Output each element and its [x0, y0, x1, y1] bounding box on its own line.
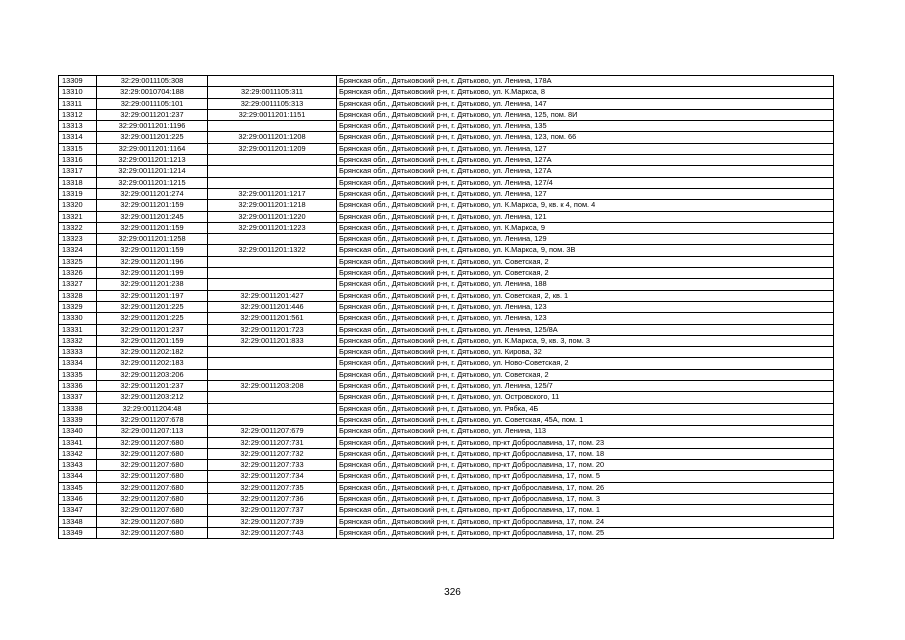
- row-number-cell: 13320: [59, 200, 97, 211]
- address-cell: Брянская обл., Дятьковский р-н, г. Дятьково, ул. К.Маркса, 9, кв. к 4, пом. 4: [337, 200, 834, 211]
- table-row: [59, 324, 834, 335]
- address-cell: Брянская обл., Дятьковский р-н, г. Дятьково, ул. Ленина, 113: [337, 426, 834, 437]
- cadastral-number-cell: 32:29:0011203:206: [97, 369, 208, 380]
- row-number-cell: 13337: [59, 392, 97, 403]
- sub-cadastral-number-cell: 32:29:0011201:1208: [208, 132, 337, 143]
- table-row: [59, 505, 834, 516]
- row-number-cell: 13349: [59, 527, 97, 538]
- registry-table: [58, 75, 834, 539]
- address-cell: Брянская обл., Дятьковский р-н, г. Дятьково, ул. Островского, 11: [337, 392, 834, 403]
- row-number-cell: 13327: [59, 279, 97, 290]
- address-cell: Брянская обл., Дятьковский р-н, г. Дятьково, ул. Ленина, 127/4: [337, 177, 834, 188]
- table-row: [59, 121, 834, 132]
- address-cell: Брянская обл., Дятьковский р-н, г. Дятьково, ул. Ново-Советская, 2: [337, 358, 834, 369]
- cadastral-number-cell: 32:29:0011207:680: [97, 493, 208, 504]
- cadastral-number-cell: 32:29:0011201:1196: [97, 121, 208, 132]
- address-cell: Брянская обл., Дятьковский р-н, г. Дятьково, ул. К.Маркса, 9, кв. 3, пом. 3: [337, 335, 834, 346]
- row-number-cell: 13314: [59, 132, 97, 143]
- cadastral-number-cell: 32:29:0011201:199: [97, 268, 208, 279]
- sub-cadastral-number-cell: [208, 76, 337, 87]
- sub-cadastral-number-cell: 32:29:0011203:208: [208, 381, 337, 392]
- sub-cadastral-number-cell: [208, 369, 337, 380]
- sub-cadastral-number-cell: [208, 414, 337, 425]
- sub-cadastral-number-cell: 32:29:0011207:731: [208, 437, 337, 448]
- sub-cadastral-number-cell: [208, 268, 337, 279]
- row-number-cell: 13343: [59, 460, 97, 471]
- cadastral-number-cell: 32:29:0011207:678: [97, 414, 208, 425]
- row-number-cell: 13330: [59, 313, 97, 324]
- address-cell: Брянская обл., Дятьковский р-н, г. Дятьково, ул. Ленина, 129: [337, 234, 834, 245]
- row-number-cell: 13312: [59, 109, 97, 120]
- row-number-cell: 13325: [59, 256, 97, 267]
- table-row: [59, 437, 834, 448]
- cadastral-number-cell: 32:29:0011207:113: [97, 426, 208, 437]
- cadastral-number-cell: 32:29:0011201:245: [97, 211, 208, 222]
- table-row: [59, 143, 834, 154]
- table-row: [59, 87, 834, 98]
- cadastral-number-cell: 32:29:0011201:197: [97, 290, 208, 301]
- sub-cadastral-number-cell: 32:29:0011105:311: [208, 87, 337, 98]
- table-row: [59, 301, 834, 312]
- cadastral-number-cell: 32:29:0011203:212: [97, 392, 208, 403]
- table-row: [59, 347, 834, 358]
- row-number-cell: 13344: [59, 471, 97, 482]
- cadastral-number-cell: 32:29:0011201:159: [97, 245, 208, 256]
- row-number-cell: 13338: [59, 403, 97, 414]
- sub-cadastral-number-cell: 32:29:0011207:743: [208, 527, 337, 538]
- row-number-cell: 13329: [59, 301, 97, 312]
- table-row: [59, 279, 834, 290]
- cadastral-number-cell: 32:29:0011207:680: [97, 516, 208, 527]
- table-row: [59, 493, 834, 504]
- sub-cadastral-number-cell: [208, 155, 337, 166]
- cadastral-number-cell: 32:29:0011207:680: [97, 448, 208, 459]
- address-cell: Брянская обл., Дятьковский р-н, г. Дятьково, ул. Ленина, 135: [337, 121, 834, 132]
- sub-cadastral-number-cell: 32:29:0011207:737: [208, 505, 337, 516]
- address-cell: Брянская обл., Дятьковский р-н, г. Дятьково, пр-кт Доброславина, 17, пом. 24: [337, 516, 834, 527]
- row-number-cell: 13321: [59, 211, 97, 222]
- sub-cadastral-number-cell: [208, 166, 337, 177]
- table-row: [59, 245, 834, 256]
- row-number-cell: 13345: [59, 482, 97, 493]
- sub-cadastral-number-cell: 32:29:0011201:1151: [208, 109, 337, 120]
- sub-cadastral-number-cell: 32:29:0011207:732: [208, 448, 337, 459]
- row-number-cell: 13340: [59, 426, 97, 437]
- row-number-cell: 13319: [59, 188, 97, 199]
- address-cell: Брянская обл., Дятьковский р-н, г. Дятьково, ул. Ленина, 178А: [337, 76, 834, 87]
- cadastral-number-cell: 32:29:0011207:680: [97, 460, 208, 471]
- row-number-cell: 13309: [59, 76, 97, 87]
- row-number-cell: 13348: [59, 516, 97, 527]
- row-number-cell: 13311: [59, 98, 97, 109]
- table-row: [59, 200, 834, 211]
- cadastral-number-cell: 32:29:0011207:680: [97, 471, 208, 482]
- cadastral-number-cell: 32:29:0011207:680: [97, 437, 208, 448]
- row-number-cell: 13342: [59, 448, 97, 459]
- address-cell: Брянская обл., Дятьковский р-н, г. Дятьково, ул. Кирова, 32: [337, 347, 834, 358]
- row-number-cell: 13318: [59, 177, 97, 188]
- sub-cadastral-number-cell: 32:29:0011201:1218: [208, 200, 337, 211]
- table-row: [59, 527, 834, 538]
- address-cell: Брянская обл., Дятьковский р-н, г. Дятьково, ул. Ленина, 121: [337, 211, 834, 222]
- sub-cadastral-number-cell: [208, 234, 337, 245]
- table-row: [59, 155, 834, 166]
- address-cell: Брянская обл., Дятьковский р-н, г. Дятьково, ул. Ленина, 125/7: [337, 381, 834, 392]
- cadastral-number-cell: 32:29:0011201:274: [97, 188, 208, 199]
- address-cell: Брянская обл., Дятьковский р-н, г. Дятьково, ул. К.Маркса, 8: [337, 87, 834, 98]
- table-row: [59, 403, 834, 414]
- sub-cadastral-number-cell: 32:29:0011201:833: [208, 335, 337, 346]
- address-cell: Брянская обл., Дятьковский р-н, г. Дятьково, ул. К.Маркса, 9, пом. 3В: [337, 245, 834, 256]
- sub-cadastral-number-cell: 32:29:0011207:733: [208, 460, 337, 471]
- address-cell: Брянская обл., Дятьковский р-н, г. Дятьково, пр-кт Доброславина, 17, пом. 5: [337, 471, 834, 482]
- table-row: [59, 392, 834, 403]
- table-row: [59, 256, 834, 267]
- sub-cadastral-number-cell: [208, 358, 337, 369]
- row-number-cell: 13323: [59, 234, 97, 245]
- registry-table-body: [59, 76, 834, 539]
- address-cell: Брянская обл., Дятьковский р-н, г. Дятьково, пр-кт Доброславина, 17, пом. 23: [337, 437, 834, 448]
- page-number: 326: [444, 587, 461, 598]
- row-number-cell: 13326: [59, 268, 97, 279]
- sub-cadastral-number-cell: 32:29:0011207:734: [208, 471, 337, 482]
- sub-cadastral-number-cell: [208, 256, 337, 267]
- sub-cadastral-number-cell: [208, 177, 337, 188]
- row-number-cell: 13316: [59, 155, 97, 166]
- cadastral-number-cell: 32:29:0011201:1215: [97, 177, 208, 188]
- sub-cadastral-number-cell: 32:29:0011201:1223: [208, 222, 337, 233]
- address-cell: Брянская обл., Дятьковский р-н, г. Дятьково, ул. Советская, 2: [337, 369, 834, 380]
- address-cell: Брянская обл., Дятьковский р-н, г. Дятьково, ул. Ленина, 125, пом. 8И: [337, 109, 834, 120]
- sub-cadastral-number-cell: [208, 121, 337, 132]
- address-cell: Брянская обл., Дятьковский р-н, г. Дятьково, ул. Советская, 2: [337, 268, 834, 279]
- sub-cadastral-number-cell: [208, 403, 337, 414]
- table-row: [59, 188, 834, 199]
- row-number-cell: 13317: [59, 166, 97, 177]
- address-cell: Брянская обл., Дятьковский р-н, г. Дятьково, ул. Ленина, 147: [337, 98, 834, 109]
- table-row: [59, 369, 834, 380]
- sub-cadastral-number-cell: 32:29:0011201:561: [208, 313, 337, 324]
- table-row: [59, 482, 834, 493]
- cadastral-number-cell: 32:29:0011202:183: [97, 358, 208, 369]
- cadastral-number-cell: 32:29:0011201:1164: [97, 143, 208, 154]
- row-number-cell: 13332: [59, 335, 97, 346]
- table-row: [59, 471, 834, 482]
- address-cell: Брянская обл., Дятьковский р-н, г. Дятьково, ул. Советская, 2: [337, 256, 834, 267]
- row-number-cell: 13336: [59, 381, 97, 392]
- cadastral-number-cell: 32:29:0011201:237: [97, 381, 208, 392]
- sub-cadastral-number-cell: 32:29:0011201:1217: [208, 188, 337, 199]
- sub-cadastral-number-cell: 32:29:0011201:427: [208, 290, 337, 301]
- table-row: [59, 358, 834, 369]
- cadastral-number-cell: 32:29:0011201:237: [97, 109, 208, 120]
- address-cell: Брянская обл., Дятьковский р-н, г. Дятьково, пр-кт Доброславина, 17, пом. 20: [337, 460, 834, 471]
- table-row: [59, 426, 834, 437]
- address-cell: Брянская обл., Дятьковский р-н, г. Дятьково, пр-кт Доброславина, 17, пом. 26: [337, 482, 834, 493]
- table-row: [59, 335, 834, 346]
- address-cell: Брянская обл., Дятьковский р-н, г. Дятьково, ул. Ленина, 123, пом. 66: [337, 132, 834, 143]
- row-number-cell: 13324: [59, 245, 97, 256]
- cadastral-number-cell: 32:29:0011207:680: [97, 482, 208, 493]
- cadastral-number-cell: 32:29:0011201:237: [97, 324, 208, 335]
- row-number-cell: 13335: [59, 369, 97, 380]
- table-row: [59, 76, 834, 87]
- table-row: [59, 211, 834, 222]
- cadastral-number-cell: 32:29:0011204:48: [97, 403, 208, 414]
- cadastral-number-cell: 32:29:0011201:1258: [97, 234, 208, 245]
- table-row: [59, 98, 834, 109]
- cadastral-number-cell: 32:29:0011201:1213: [97, 155, 208, 166]
- cadastral-number-cell: 32:29:0011207:680: [97, 505, 208, 516]
- cadastral-number-cell: 32:29:0011201:159: [97, 335, 208, 346]
- row-number-cell: 13333: [59, 347, 97, 358]
- cadastral-number-cell: 32:29:0011202:182: [97, 347, 208, 358]
- sub-cadastral-number-cell: 32:29:0011201:446: [208, 301, 337, 312]
- cadastral-number-cell: 32:29:0011201:238: [97, 279, 208, 290]
- row-number-cell: 13334: [59, 358, 97, 369]
- row-number-cell: 13310: [59, 87, 97, 98]
- table-row: [59, 290, 834, 301]
- sub-cadastral-number-cell: 32:29:0011201:1209: [208, 143, 337, 154]
- row-number-cell: 13331: [59, 324, 97, 335]
- row-number-cell: 13339: [59, 414, 97, 425]
- cadastral-number-cell: 32:29:0010704:188: [97, 87, 208, 98]
- table-row: [59, 516, 834, 527]
- address-cell: Брянская обл., Дятьковский р-н, г. Дятьково, ул. Советская, 45А, пом. 1: [337, 414, 834, 425]
- table-row: [59, 414, 834, 425]
- cadastral-number-cell: 32:29:0011201:159: [97, 222, 208, 233]
- table-row: [59, 381, 834, 392]
- cadastral-number-cell: 32:29:0011105:308: [97, 76, 208, 87]
- row-number-cell: 13346: [59, 493, 97, 504]
- cadastral-number-cell: 32:29:0011201:225: [97, 313, 208, 324]
- row-number-cell: 13347: [59, 505, 97, 516]
- address-cell: Брянская обл., Дятьковский р-н, г. Дятьково, ул. Советская, 2, кв. 1: [337, 290, 834, 301]
- sub-cadastral-number-cell: 32:29:0011105:313: [208, 98, 337, 109]
- table-row: [59, 234, 834, 245]
- table-row: [59, 460, 834, 471]
- cadastral-number-cell: 32:29:0011105:101: [97, 98, 208, 109]
- cadastral-number-cell: 32:29:0011201:196: [97, 256, 208, 267]
- address-cell: Брянская обл., Дятьковский р-н, г. Дятьково, пр-кт Доброславина, 17, пом. 18: [337, 448, 834, 459]
- address-cell: Брянская обл., Дятьковский р-н, г. Дятьково, ул. Ленина, 188: [337, 279, 834, 290]
- table-row: [59, 448, 834, 459]
- sub-cadastral-number-cell: 32:29:0011207:736: [208, 493, 337, 504]
- table-row: [59, 132, 834, 143]
- address-cell: Брянская обл., Дятьковский р-н, г. Дятьково, ул. Ленина, 125/8А: [337, 324, 834, 335]
- address-cell: Брянская обл., Дятьковский р-н, г. Дятьково, ул. Ленина, 123: [337, 301, 834, 312]
- table-row: [59, 177, 834, 188]
- address-cell: Брянская обл., Дятьковский р-н, г. Дятьково, ул. Ленина, 123: [337, 313, 834, 324]
- address-cell: Брянская обл., Дятьковский р-н, г. Дятьково, ул. Ленина, 127А: [337, 166, 834, 177]
- row-number-cell: 13341: [59, 437, 97, 448]
- row-number-cell: 13313: [59, 121, 97, 132]
- cadastral-number-cell: 32:29:0011201:225: [97, 301, 208, 312]
- table-row: [59, 166, 834, 177]
- address-cell: Брянская обл., Дятьковский р-н, г. Дятьково, пр-кт Доброславина, 17, пом. 3: [337, 493, 834, 504]
- address-cell: Брянская обл., Дятьковский р-н, г. Дятьково, ул. Ленина, 127: [337, 188, 834, 199]
- table-row: [59, 109, 834, 120]
- cadastral-number-cell: 32:29:0011201:159: [97, 200, 208, 211]
- sub-cadastral-number-cell: [208, 279, 337, 290]
- cadastral-number-cell: 32:29:0011207:680: [97, 527, 208, 538]
- table-row: [59, 268, 834, 279]
- sub-cadastral-number-cell: 32:29:0011207:679: [208, 426, 337, 437]
- sub-cadastral-number-cell: 32:29:0011201:1220: [208, 211, 337, 222]
- address-cell: Брянская обл., Дятьковский р-н, г. Дятьково, ул. Ленина, 127А: [337, 155, 834, 166]
- table-row: [59, 222, 834, 233]
- address-cell: Брянская обл., Дятьковский р-н, г. Дятьково, ул. Рябка, 4Б: [337, 403, 834, 414]
- sub-cadastral-number-cell: [208, 392, 337, 403]
- address-cell: Брянская обл., Дятьковский р-н, г. Дятьково, ул. Ленина, 127: [337, 143, 834, 154]
- row-number-cell: 13322: [59, 222, 97, 233]
- row-number-cell: 13328: [59, 290, 97, 301]
- sub-cadastral-number-cell: 32:29:0011201:1322: [208, 245, 337, 256]
- sub-cadastral-number-cell: 32:29:0011201:723: [208, 324, 337, 335]
- cadastral-number-cell: 32:29:0011201:1214: [97, 166, 208, 177]
- address-cell: Брянская обл., Дятьковский р-н, г. Дятьково, пр-кт Доброславина, 17, пом. 1: [337, 505, 834, 516]
- sub-cadastral-number-cell: 32:29:0011207:739: [208, 516, 337, 527]
- address-cell: Брянская обл., Дятьковский р-н, г. Дятьково, пр-кт Доброславина, 17, пом. 25: [337, 527, 834, 538]
- row-number-cell: 13315: [59, 143, 97, 154]
- address-cell: Брянская обл., Дятьковский р-н, г. Дятьково, ул. К.Маркса, 9: [337, 222, 834, 233]
- sub-cadastral-number-cell: [208, 347, 337, 358]
- sub-cadastral-number-cell: 32:29:0011207:735: [208, 482, 337, 493]
- cadastral-number-cell: 32:29:0011201:225: [97, 132, 208, 143]
- table-row: [59, 313, 834, 324]
